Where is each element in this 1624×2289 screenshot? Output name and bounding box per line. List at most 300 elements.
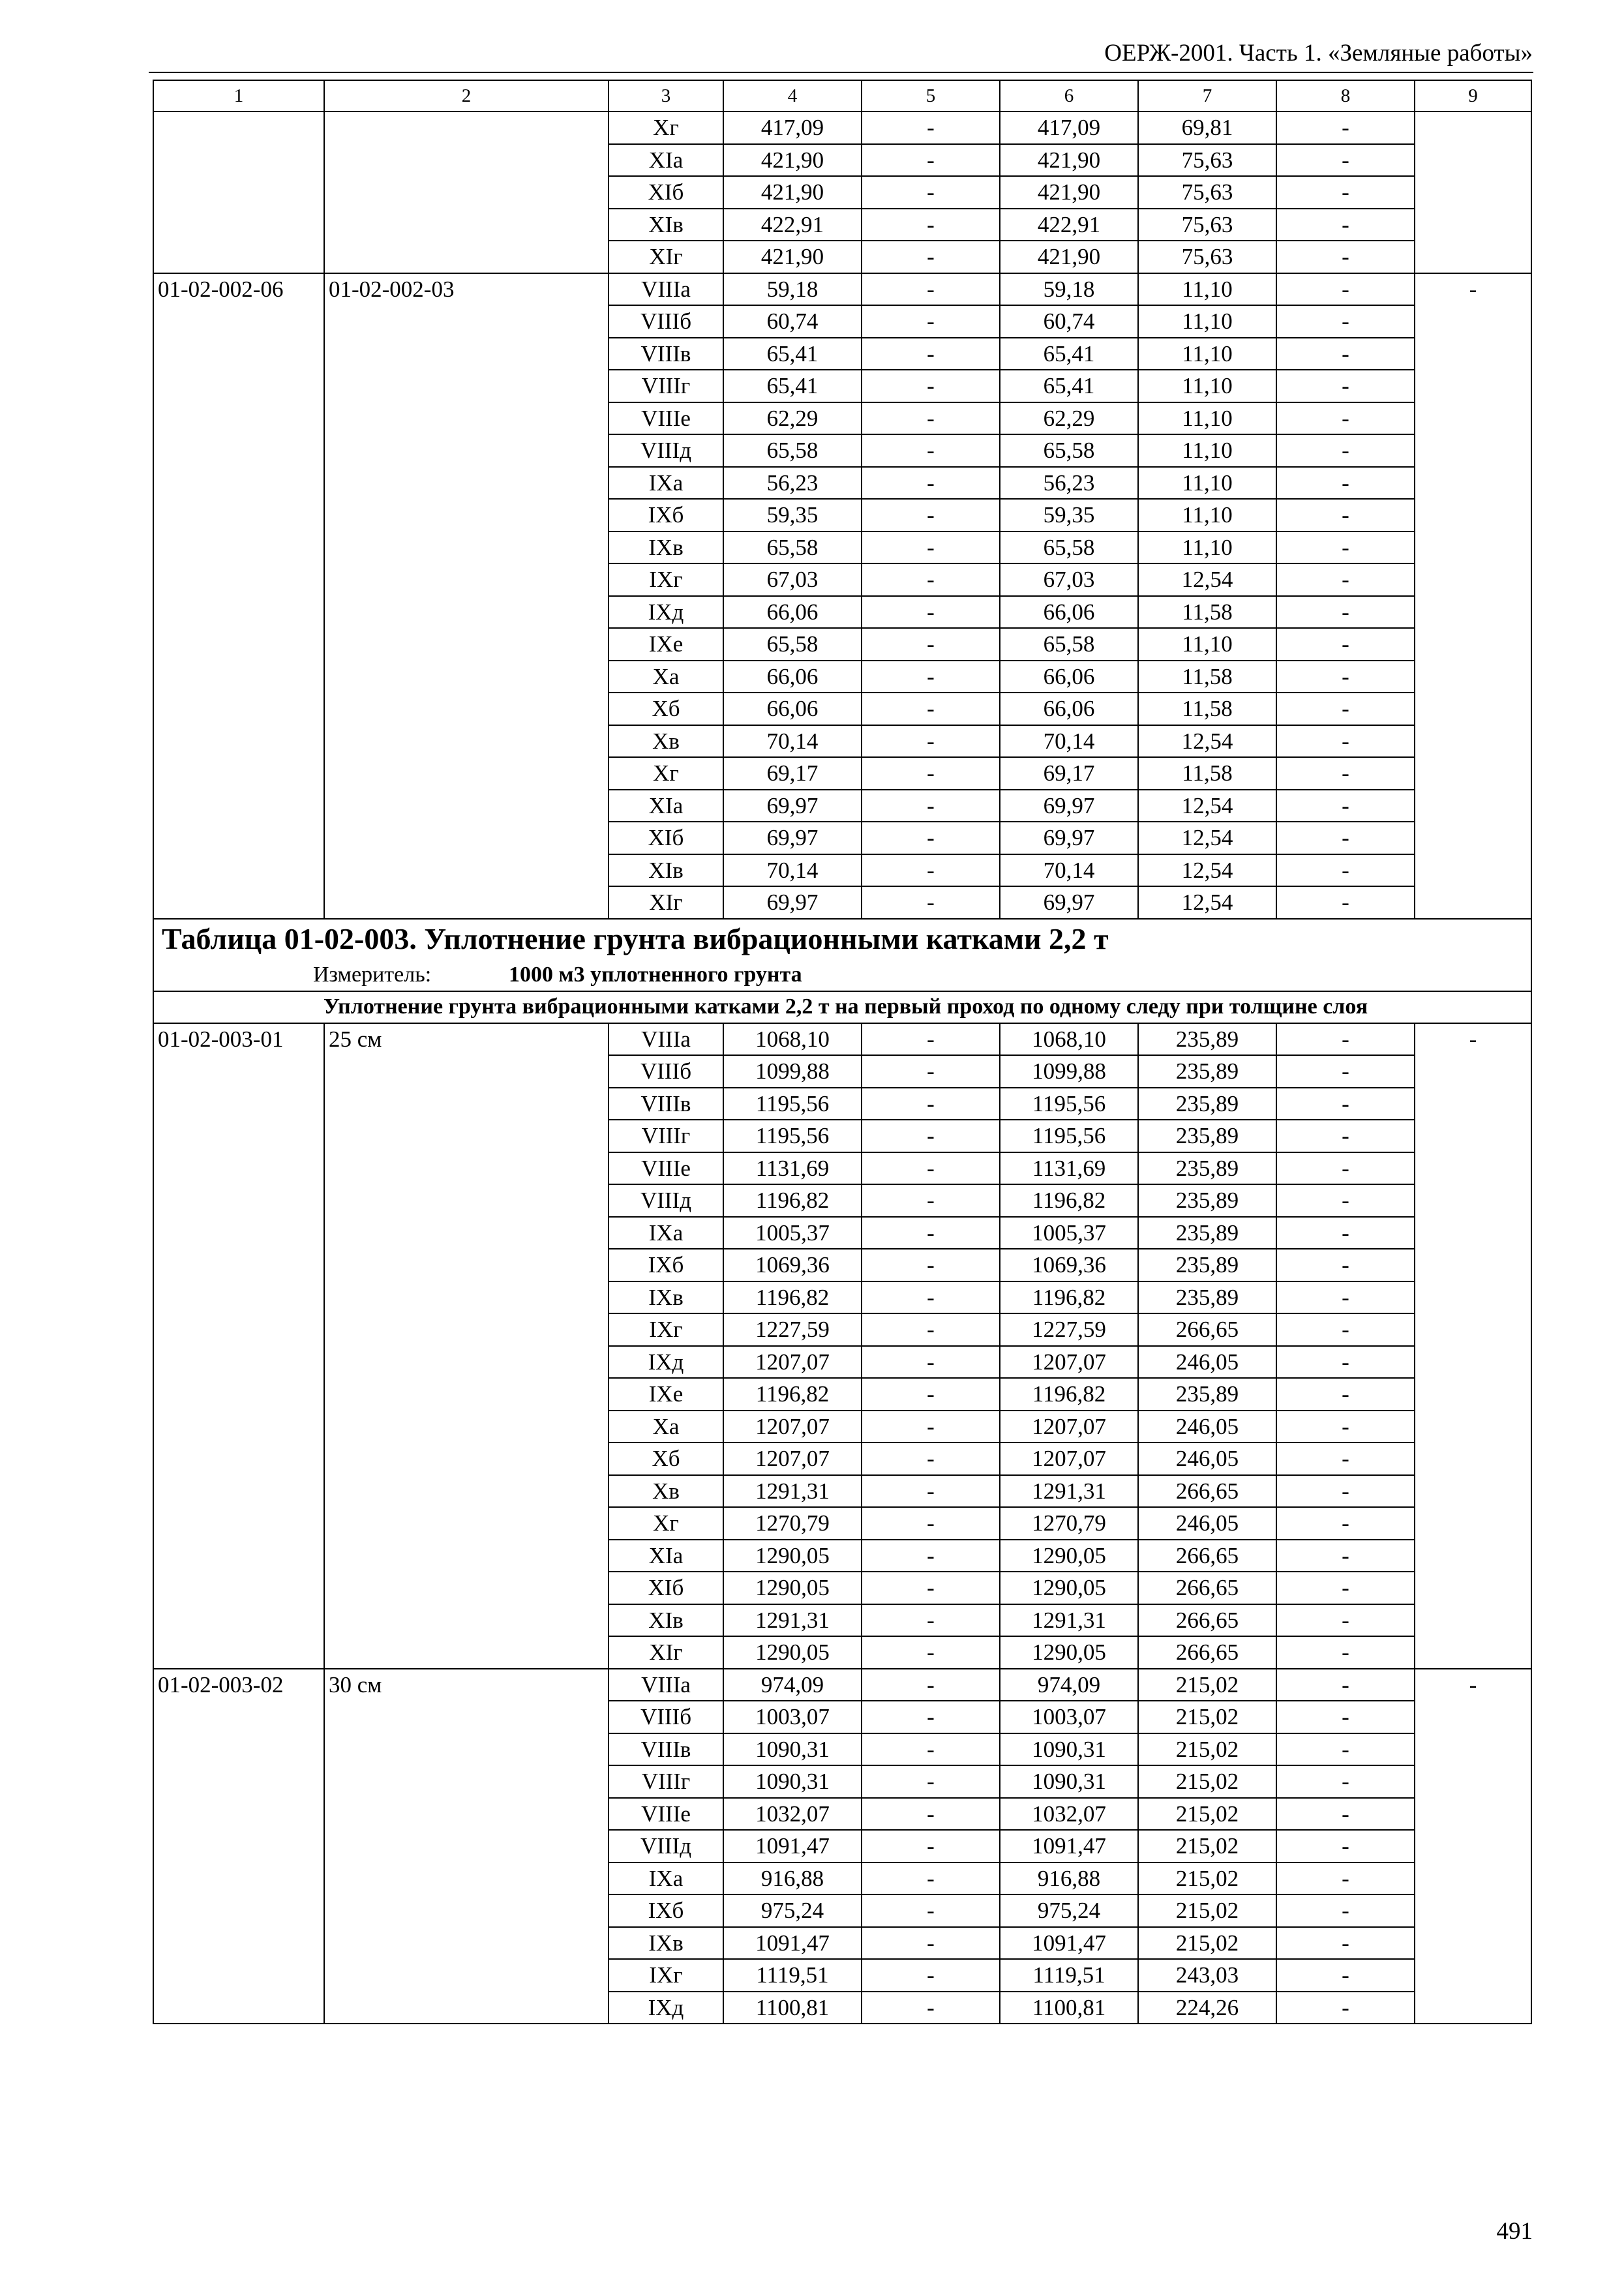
column-number: 7: [1138, 80, 1276, 112]
value-cell: -: [1276, 1184, 1415, 1217]
value-cell: 215,02: [1138, 1701, 1276, 1733]
soil-category-cell: Xв: [609, 1475, 723, 1508]
value-cell: 66,06: [1000, 661, 1138, 693]
value-cell: -: [1276, 1120, 1415, 1152]
soil-category-cell: XIг: [609, 886, 723, 919]
value-cell: 70,14: [723, 854, 862, 887]
value-cell: 65,41: [1000, 370, 1138, 402]
value-cell: 417,09: [723, 112, 862, 144]
value-cell: -: [1276, 1959, 1415, 1992]
soil-category-cell: VIIIг: [609, 1765, 723, 1798]
value-cell: 1032,07: [723, 1798, 862, 1831]
value-cell: 1068,10: [1000, 1023, 1138, 1056]
column-number: 3: [609, 80, 723, 112]
page-header: ОЕРЖ-2001. Часть 1. «Земляные работы»: [1104, 40, 1533, 67]
soil-category-cell: VIIIа: [609, 1023, 723, 1056]
value-cell: 65,58: [723, 531, 862, 564]
value-cell: 1290,05: [723, 1572, 862, 1604]
value-cell: 60,74: [723, 305, 862, 338]
value-cell: 66,06: [1000, 596, 1138, 629]
value-cell: 1090,31: [723, 1765, 862, 1798]
value-cell: -: [862, 338, 1000, 370]
soil-category-cell: Xб: [609, 693, 723, 725]
table-row: [153, 1023, 1531, 1056]
value-cell: 235,89: [1138, 1152, 1276, 1185]
value-cell: 75,63: [1138, 176, 1276, 209]
soil-category-cell: VIIIв: [609, 338, 723, 370]
value-cell: 11,10: [1138, 402, 1276, 435]
soil-category-cell: IXд: [609, 596, 723, 629]
value-cell: -: [862, 1863, 1000, 1895]
value-cell: -: [862, 1346, 1000, 1379]
soil-category-cell: XIб: [609, 176, 723, 209]
value-cell: 422,91: [723, 209, 862, 241]
value-cell: 1290,05: [1000, 1572, 1138, 1604]
value-cell: -: [1276, 1798, 1415, 1831]
measurer-cell: [153, 959, 1531, 991]
soil-category-cell: VIIIе: [609, 1798, 723, 1831]
value-cell: 12,54: [1138, 563, 1276, 596]
soil-category-cell: VIIIб: [609, 305, 723, 338]
value-cell: -: [1276, 1992, 1415, 2024]
value-cell: 11,58: [1138, 596, 1276, 629]
value-cell: -: [1276, 1572, 1415, 1604]
value-cell: 215,02: [1138, 1669, 1276, 1701]
column-number: 9: [1415, 80, 1531, 112]
value-cell: 11,10: [1138, 434, 1276, 467]
value-cell: -: [862, 725, 1000, 758]
value-cell: -: [862, 1927, 1000, 1960]
value-cell: -: [862, 693, 1000, 725]
measurer-label: Измеритель:: [313, 962, 432, 987]
value-cell: 266,65: [1138, 1313, 1276, 1346]
value-cell: -: [862, 628, 1000, 661]
value-cell: -: [862, 1604, 1000, 1637]
value-cell: 56,23: [723, 467, 862, 500]
value-cell: 1196,82: [723, 1184, 862, 1217]
value-cell: -: [862, 854, 1000, 887]
value-cell: -: [862, 661, 1000, 693]
value-cell: 69,97: [723, 886, 862, 919]
value-cell: 1091,47: [1000, 1927, 1138, 1960]
value-cell: 417,09: [1000, 112, 1138, 144]
value-cell: 69,97: [1000, 822, 1138, 854]
value-cell: -: [1276, 402, 1415, 435]
value-cell: 59,18: [723, 273, 862, 306]
norm-reference-cell: 30 см: [324, 1669, 609, 2024]
value-cell: 70,14: [1000, 725, 1138, 758]
value-cell: -: [1276, 628, 1415, 661]
value-cell: 1196,82: [723, 1281, 862, 1314]
value-cell: 421,90: [1000, 176, 1138, 209]
value-cell: 1291,31: [1000, 1475, 1138, 1508]
value-cell: 12,54: [1138, 822, 1276, 854]
value-cell: -: [1276, 1378, 1415, 1411]
value-cell: -: [862, 563, 1000, 596]
value-cell: 1227,59: [1000, 1313, 1138, 1346]
value-cell: 235,89: [1138, 1249, 1276, 1281]
value-cell: -: [862, 1281, 1000, 1314]
value-cell: 235,89: [1138, 1120, 1276, 1152]
value-cell: 12,54: [1138, 725, 1276, 758]
value-cell: 235,89: [1138, 1217, 1276, 1249]
value-cell: -: [1276, 661, 1415, 693]
value-cell: -: [862, 1023, 1000, 1056]
value-cell: -: [862, 596, 1000, 629]
value-cell: 1099,88: [723, 1055, 862, 1088]
value-cell: 916,88: [723, 1863, 862, 1895]
norm-reference-cell: [324, 112, 609, 273]
soil-category-cell: VIIIв: [609, 1733, 723, 1766]
value-cell: 1091,47: [723, 1830, 862, 1863]
column-number: 1: [153, 80, 324, 112]
value-cell: 1290,05: [1000, 1636, 1138, 1669]
value-cell: 1291,31: [723, 1604, 862, 1637]
value-cell: -: [1276, 725, 1415, 758]
value-cell: 1131,69: [723, 1152, 862, 1185]
value-cell: -: [862, 1411, 1000, 1443]
value-cell: 1227,59: [723, 1313, 862, 1346]
value-cell: 1207,07: [1000, 1346, 1138, 1379]
soil-category-cell: XIг: [609, 1636, 723, 1669]
value-cell: -: [862, 1733, 1000, 1766]
value-cell: 1068,10: [723, 1023, 862, 1056]
value-cell: 421,90: [723, 241, 862, 273]
value-cell: -: [1276, 176, 1415, 209]
value-cell: 11,10: [1138, 305, 1276, 338]
value-cell: 1090,31: [723, 1733, 862, 1766]
column-number: 8: [1276, 80, 1415, 112]
value-cell: 11,10: [1138, 338, 1276, 370]
value-cell: -: [862, 1152, 1000, 1185]
soil-category-cell: IXг: [609, 1313, 723, 1346]
value-cell: -: [1276, 1313, 1415, 1346]
section-row: [153, 991, 1531, 1023]
header-rule: [149, 72, 1533, 73]
value-cell: 235,89: [1138, 1055, 1276, 1088]
value-cell: 59,18: [1000, 273, 1138, 306]
value-cell: -: [862, 112, 1000, 144]
norm-code-cell: [153, 112, 324, 273]
value-cell: 1291,31: [1000, 1604, 1138, 1637]
norm-code-cell: 01-02-003-02: [153, 1669, 324, 2024]
measurer-row: [153, 959, 1531, 991]
value-cell: 69,97: [723, 790, 862, 822]
value-cell: -: [1276, 305, 1415, 338]
value-cell: -: [1276, 1443, 1415, 1475]
column-9-cell: -: [1415, 273, 1531, 919]
value-cell: -: [862, 144, 1000, 177]
soil-category-cell: VIIIг: [609, 1120, 723, 1152]
value-cell: -: [862, 1055, 1000, 1088]
value-cell: 75,63: [1138, 209, 1276, 241]
value-cell: 215,02: [1138, 1733, 1276, 1766]
value-cell: 1099,88: [1000, 1055, 1138, 1088]
soil-category-cell: Xг: [609, 112, 723, 144]
value-cell: 1069,36: [723, 1249, 862, 1281]
value-cell: -: [1276, 1863, 1415, 1895]
column-number: 5: [862, 80, 1000, 112]
value-cell: 235,89: [1138, 1281, 1276, 1314]
value-cell: 266,65: [1138, 1540, 1276, 1572]
value-cell: -: [862, 1636, 1000, 1669]
value-cell: 1291,31: [723, 1475, 862, 1508]
value-cell: -: [862, 1701, 1000, 1733]
soil-category-cell: Xб: [609, 1443, 723, 1475]
value-cell: -: [1276, 757, 1415, 790]
value-cell: 75,63: [1138, 241, 1276, 273]
value-cell: -: [1276, 1346, 1415, 1379]
value-cell: 69,17: [723, 757, 862, 790]
value-cell: -: [1276, 1475, 1415, 1508]
value-cell: 11,58: [1138, 693, 1276, 725]
value-cell: 12,54: [1138, 854, 1276, 887]
table-title-row: [153, 919, 1531, 959]
norm-reference-cell: 25 см: [324, 1023, 609, 1669]
value-cell: 11,10: [1138, 499, 1276, 531]
value-cell: -: [1276, 499, 1415, 531]
value-cell: -: [862, 1830, 1000, 1863]
value-cell: 246,05: [1138, 1443, 1276, 1475]
value-cell: 1207,07: [1000, 1443, 1138, 1475]
soil-category-cell: IXб: [609, 1894, 723, 1927]
value-cell: 246,05: [1138, 1507, 1276, 1540]
value-cell: 1131,69: [1000, 1152, 1138, 1185]
value-cell: 70,14: [723, 725, 862, 758]
value-cell: -: [1276, 273, 1415, 306]
norm-code-cell: 01-02-003-01: [153, 1023, 324, 1669]
value-cell: 975,24: [1000, 1894, 1138, 1927]
value-cell: -: [862, 886, 1000, 919]
soil-category-cell: VIIIд: [609, 434, 723, 467]
value-cell: 1270,79: [723, 1507, 862, 1540]
value-cell: 974,09: [1000, 1669, 1138, 1701]
soil-category-cell: VIIIа: [609, 1669, 723, 1701]
value-cell: -: [1276, 854, 1415, 887]
value-cell: 11,58: [1138, 661, 1276, 693]
value-cell: 1119,51: [723, 1959, 862, 1992]
value-cell: -: [1276, 112, 1415, 144]
value-cell: -: [862, 822, 1000, 854]
soil-category-cell: XIа: [609, 1540, 723, 1572]
value-cell: -: [862, 531, 1000, 564]
value-cell: 1196,82: [1000, 1281, 1138, 1314]
value-cell: 235,89: [1138, 1088, 1276, 1120]
value-cell: -: [1276, 563, 1415, 596]
value-cell: -: [862, 305, 1000, 338]
value-cell: 67,03: [723, 563, 862, 596]
value-cell: -: [1276, 1281, 1415, 1314]
soil-category-cell: IXв: [609, 1927, 723, 1960]
value-cell: 916,88: [1000, 1863, 1138, 1895]
soil-category-cell: XIб: [609, 822, 723, 854]
table-row: [153, 273, 1531, 306]
value-cell: 75,63: [1138, 144, 1276, 177]
value-cell: 11,10: [1138, 531, 1276, 564]
value-cell: -: [1276, 434, 1415, 467]
value-cell: 62,29: [723, 402, 862, 435]
value-cell: 266,65: [1138, 1636, 1276, 1669]
value-cell: -: [1276, 886, 1415, 919]
soil-category-cell: Xа: [609, 1411, 723, 1443]
column-9-cell: -: [1415, 1023, 1531, 1669]
value-cell: -: [1276, 822, 1415, 854]
value-cell: -: [862, 273, 1000, 306]
value-cell: 65,58: [1000, 531, 1138, 564]
value-cell: -: [1276, 693, 1415, 725]
value-cell: -: [1276, 1830, 1415, 1863]
value-cell: -: [1276, 1765, 1415, 1798]
value-cell: 1090,31: [1000, 1733, 1138, 1766]
value-cell: -: [862, 1378, 1000, 1411]
value-cell: 421,90: [723, 176, 862, 209]
column-number: 6: [1000, 80, 1138, 112]
soil-category-cell: XIв: [609, 1604, 723, 1637]
norms-table: [153, 80, 1532, 2024]
value-cell: -: [862, 757, 1000, 790]
value-cell: 70,14: [1000, 854, 1138, 887]
soil-category-cell: Xв: [609, 725, 723, 758]
value-cell: 421,90: [1000, 241, 1138, 273]
value-cell: 11,10: [1138, 467, 1276, 500]
value-cell: 11,58: [1138, 757, 1276, 790]
value-cell: -: [1276, 467, 1415, 500]
soil-category-cell: XIг: [609, 241, 723, 273]
soil-category-cell: IXв: [609, 1281, 723, 1314]
value-cell: 1091,47: [1000, 1830, 1138, 1863]
value-cell: 69,17: [1000, 757, 1138, 790]
value-cell: 1100,81: [723, 1992, 862, 2024]
soil-category-cell: VIIIе: [609, 402, 723, 435]
value-cell: 11,10: [1138, 370, 1276, 402]
value-cell: 69,97: [1000, 790, 1138, 822]
value-cell: 215,02: [1138, 1894, 1276, 1927]
value-cell: 69,97: [723, 822, 862, 854]
value-cell: 1207,07: [723, 1443, 862, 1475]
soil-category-cell: VIIIд: [609, 1184, 723, 1217]
value-cell: -: [862, 1507, 1000, 1540]
value-cell: 215,02: [1138, 1765, 1276, 1798]
soil-category-cell: IXа: [609, 467, 723, 500]
section-title: Уплотнение грунта вибрационными катками 2,2 т на первый проход по одному следу при толщине слоя: [153, 991, 1531, 1023]
value-cell: 235,89: [1138, 1023, 1276, 1056]
value-cell: 1195,56: [723, 1088, 862, 1120]
value-cell: -: [862, 209, 1000, 241]
value-cell: 1032,07: [1000, 1798, 1138, 1831]
value-cell: 215,02: [1138, 1830, 1276, 1863]
value-cell: 67,03: [1000, 563, 1138, 596]
value-cell: 1290,05: [1000, 1540, 1138, 1572]
value-cell: 56,23: [1000, 467, 1138, 500]
table-row: [153, 1669, 1531, 1701]
value-cell: -: [862, 1475, 1000, 1508]
soil-category-cell: IXб: [609, 499, 723, 531]
value-cell: 11,10: [1138, 628, 1276, 661]
value-cell: -: [862, 1443, 1000, 1475]
value-cell: -: [862, 241, 1000, 273]
value-cell: 975,24: [723, 1894, 862, 1927]
soil-category-cell: XIа: [609, 144, 723, 177]
value-cell: 66,06: [723, 596, 862, 629]
value-cell: 1196,82: [1000, 1378, 1138, 1411]
value-cell: -: [862, 467, 1000, 500]
value-cell: -: [1276, 370, 1415, 402]
value-cell: -: [1276, 1669, 1415, 1701]
value-cell: 974,09: [723, 1669, 862, 1701]
value-cell: 59,35: [1000, 499, 1138, 531]
value-cell: -: [862, 1217, 1000, 1249]
value-cell: -: [1276, 1540, 1415, 1572]
column-9-cell: -: [1415, 1669, 1531, 2024]
value-cell: -: [862, 370, 1000, 402]
soil-category-cell: XIа: [609, 790, 723, 822]
value-cell: -: [1276, 209, 1415, 241]
value-cell: -: [862, 1120, 1000, 1152]
value-cell: 215,02: [1138, 1798, 1276, 1831]
soil-category-cell: XIб: [609, 1572, 723, 1604]
value-cell: 1119,51: [1000, 1959, 1138, 1992]
value-cell: -: [862, 1959, 1000, 1992]
value-cell: 1207,07: [723, 1411, 862, 1443]
value-cell: 266,65: [1138, 1475, 1276, 1508]
value-cell: 215,02: [1138, 1863, 1276, 1895]
value-cell: -: [862, 434, 1000, 467]
value-cell: -: [1276, 241, 1415, 273]
value-cell: -: [862, 1992, 1000, 2024]
table-title: Таблица 01-02-003. Уплотнение грунта вибрационными катками 2,2 т: [153, 919, 1531, 959]
value-cell: 65,58: [723, 434, 862, 467]
value-cell: 266,65: [1138, 1604, 1276, 1637]
value-cell: -: [862, 1249, 1000, 1281]
norm-reference-cell: 01-02-002-03: [324, 273, 609, 919]
value-cell: -: [1276, 531, 1415, 564]
value-cell: -: [862, 402, 1000, 435]
value-cell: -: [1276, 1604, 1415, 1637]
soil-category-cell: IXб: [609, 1249, 723, 1281]
soil-category-cell: IXв: [609, 531, 723, 564]
value-cell: 1290,05: [723, 1540, 862, 1572]
value-cell: -: [862, 1669, 1000, 1701]
value-cell: -: [862, 176, 1000, 209]
value-cell: 224,26: [1138, 1992, 1276, 2024]
value-cell: 1196,82: [1000, 1184, 1138, 1217]
value-cell: 1003,07: [723, 1701, 862, 1733]
value-cell: -: [1276, 1701, 1415, 1733]
value-cell: 266,65: [1138, 1572, 1276, 1604]
value-cell: 12,54: [1138, 886, 1276, 919]
soil-category-cell: IXг: [609, 563, 723, 596]
value-cell: 1100,81: [1000, 1992, 1138, 2024]
value-cell: 1090,31: [1000, 1765, 1138, 1798]
value-cell: 65,58: [1000, 628, 1138, 661]
value-cell: 1207,07: [723, 1346, 862, 1379]
value-cell: 1207,07: [1000, 1411, 1138, 1443]
value-cell: -: [862, 790, 1000, 822]
value-cell: 1290,05: [723, 1636, 862, 1669]
value-cell: -: [862, 1798, 1000, 1831]
soil-category-cell: VIIIе: [609, 1152, 723, 1185]
value-cell: -: [862, 1765, 1000, 1798]
value-cell: 235,89: [1138, 1378, 1276, 1411]
soil-category-cell: VIIIб: [609, 1701, 723, 1733]
value-cell: -: [1276, 338, 1415, 370]
value-cell: -: [1276, 144, 1415, 177]
table-row: [153, 112, 1531, 144]
value-cell: -: [1276, 1927, 1415, 1960]
value-cell: 59,35: [723, 499, 862, 531]
value-cell: -: [1276, 1217, 1415, 1249]
value-cell: -: [1276, 1507, 1415, 1540]
